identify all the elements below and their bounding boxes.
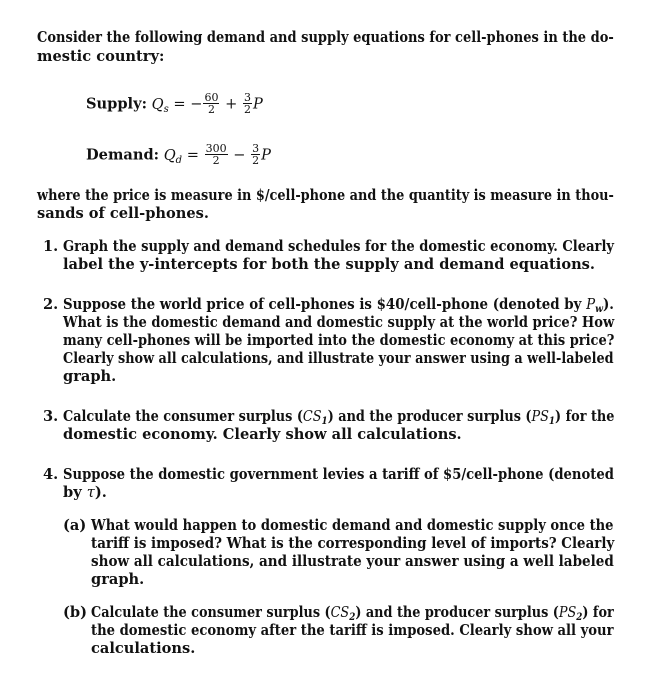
q2-line-5: graph. bbox=[63, 368, 117, 385]
where-line-2: sands of cell-phones. bbox=[37, 205, 209, 222]
q4a-line-4: graph. bbox=[91, 571, 145, 588]
q4-line-2: by τ). bbox=[63, 484, 107, 501]
supply-op: + bbox=[225, 95, 238, 113]
q2-number: 2. bbox=[43, 296, 59, 313]
q2-line-4: Clearly show all calculations, and illustrate your answer using a well-labeled bbox=[63, 350, 614, 367]
q3-line-2: domestic economy. Clearly show all calculations. bbox=[63, 426, 462, 443]
q4a-line-1: What would happen to domestic demand and domestic supply once the bbox=[91, 517, 614, 534]
demand-equals: = bbox=[186, 146, 199, 164]
q4b-line-1: Calculate the consumer surplus $(CS_2)$ and the producer surplus $(PS_2)$ for bbox=[91, 604, 614, 623]
where-line-1: where the price is measure in $/cell-phone and the quantity is measure in thou- bbox=[37, 187, 614, 204]
supply-equation bbox=[86, 93, 263, 119]
demand-op: − bbox=[233, 146, 246, 164]
demand-frac-1: $\frac{300}{2}$ bbox=[205, 142, 227, 167]
q2-line-3: many cell-phones will be imported into the domestic economy at this price? bbox=[63, 332, 615, 349]
q4a-label: (a) bbox=[63, 517, 87, 534]
supply-frac-2: $\frac{3}{2}$ bbox=[244, 91, 251, 116]
q4a-line-2: tariff is imposed? What is the corresponding level of imports? Clearly bbox=[91, 535, 615, 552]
q1-number: 1. bbox=[43, 238, 59, 255]
demand-var: P bbox=[261, 146, 271, 164]
supply-neg: − bbox=[190, 95, 203, 113]
q2-line-2: What is the domestic demand and domestic supply at the world price? How bbox=[63, 314, 615, 331]
q4b-line-2: the domestic economy after the tariff is imposed. Clearly show all your bbox=[91, 622, 614, 639]
demand-frac-2: $\frac{3}{2}$ bbox=[252, 142, 260, 167]
supply-equals: = bbox=[173, 95, 186, 113]
q1-line-1: Graph the supply and demand schedules for the domestic economy. Clearly bbox=[63, 238, 615, 255]
supply-var: P bbox=[253, 95, 263, 113]
demand-equation bbox=[86, 144, 271, 170]
q4b-label: (b) bbox=[63, 604, 88, 621]
supply-lhs: $Q_s$ bbox=[151, 95, 169, 115]
intro-line-2: mestic country: bbox=[37, 48, 165, 65]
q3-line-1: Calculate the consumer surplus $(CS_1)$ and the producer surplus $(PS_1)$ for the bbox=[63, 408, 615, 427]
q1-line-2: label the y-intercepts for both the supply and demand equations. bbox=[63, 256, 595, 273]
q2-line-1: Suppose the world price of cell-phones is $40/cell-phone (denoted by $P_w$). bbox=[63, 296, 614, 315]
q4b-line-3: calculations. bbox=[91, 640, 196, 657]
q4-number: 4. bbox=[43, 466, 59, 483]
q3-number: 3. bbox=[43, 408, 59, 425]
demand-lhs: $Q_d$ bbox=[163, 146, 183, 166]
q4-line-1: Suppose the domestic government levies a tariff of $5/cell-phone (denoted bbox=[63, 466, 614, 483]
intro-line-1: Consider the following demand and supply equations for cell-phones in the do- bbox=[37, 29, 614, 46]
q4a-line-3: show all calculations, and illustrate your answer using a well labeled bbox=[91, 553, 614, 570]
demand-label: Demand: bbox=[86, 146, 160, 164]
supply-label: Supply: bbox=[86, 95, 147, 113]
supply-frac-1: $\frac{60}{2}$ bbox=[204, 91, 219, 116]
